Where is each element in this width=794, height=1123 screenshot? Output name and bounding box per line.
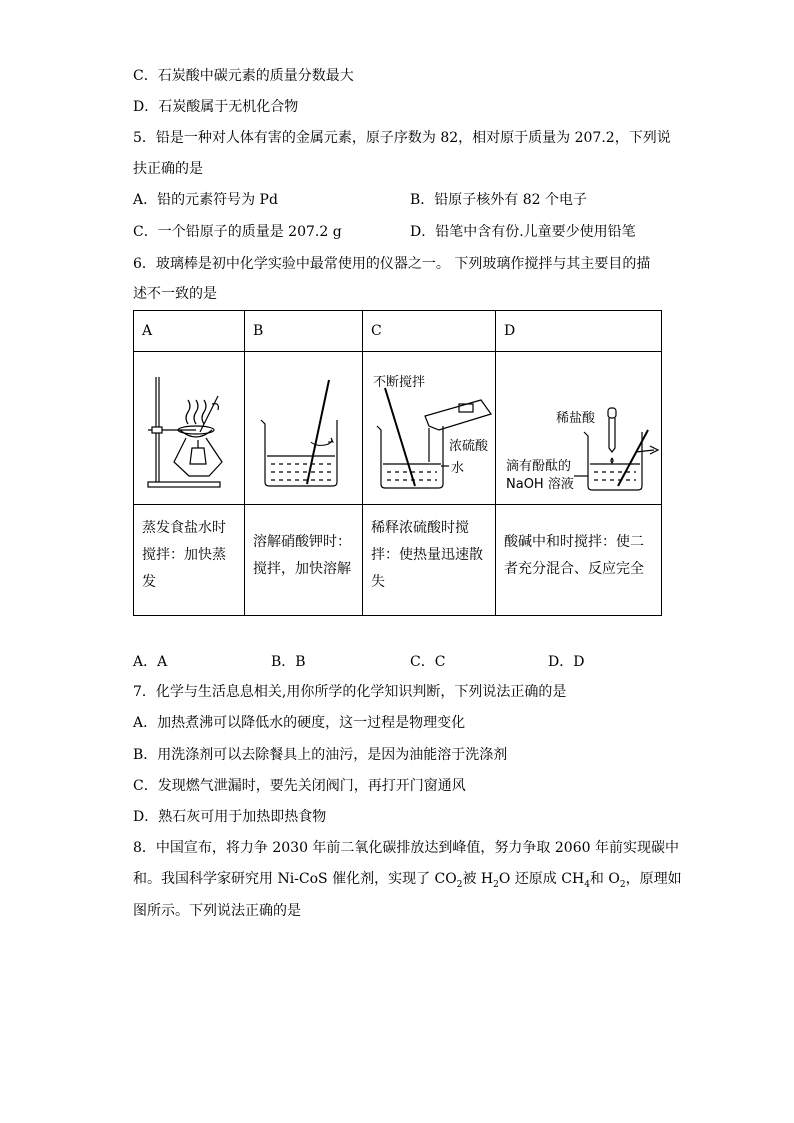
q4-option-d: D．石炭酸属于无机化合物 [133, 99, 299, 115]
q5-option-c: C．一个铅原子的质量是 207.2 g [133, 224, 342, 240]
q6-stem-line1: 6．玻璃棒是初中化学实验中最常使用的仪器之一。 下列玻璃作搅拌与其主要目的描 [133, 256, 651, 272]
q4-option-c: C．石炭酸中碳元素的质量分数最大 [133, 68, 354, 84]
diagram-cell-a [134, 352, 245, 505]
desc-cell-b: 溶解硝酸钾时： 搅拌，加快溶解 [245, 505, 363, 616]
label-water: 水 [451, 461, 465, 476]
q6-option-d: D．D [548, 654, 585, 670]
q6-stem-line2: 述不一致的是 [133, 286, 217, 302]
desc-cell-d: 酸碱中和时搅拌：使二 者充分混合、反应完全 [496, 505, 662, 616]
q7-option-a: A．加热煮沸可以降低水的硬度，这一过程是物理变化 [133, 715, 466, 731]
q8-line3: 图所示。下列说法正确的是 [133, 903, 301, 919]
q5-option-a: A．铅的元素符号为 Pd [133, 192, 278, 208]
q5-stem-line2: 扶正确的是 [133, 161, 203, 177]
q7-stem: 7．化学与生活息息相关,用你所学的化学知识判断，下列说法正确的是 [133, 684, 567, 700]
diagram-cell-b [245, 352, 363, 505]
header-cell-d: D [496, 311, 662, 352]
q6-table [133, 310, 662, 616]
q8-line1: 8．中国宣布，将力争 2030 年前二氧化碳排放达到峰值，努力争取 2060 年前实现碳中 [133, 840, 679, 856]
q5-stem-line1: 5．铅是一种对人体有害的金属元素，原子序数为 82，相对原于质量为 207.2，下列说 [133, 130, 671, 146]
q8-line2: 和。我国科学家研究用 Ni-CoS 催化剂，实现了 $CO_2$被 $H_2O$ 还原成 $CH_4$和 $O_2$，原理如 [133, 871, 682, 890]
desc-cell-c: 稀释浓硫酸时搅 拌：使热量迅速散 失 [363, 505, 496, 616]
q6-option-a: A．A [133, 654, 168, 670]
q7-option-c: C．发现燃气泄漏时，要先关闭阀门，再打开门窗通风 [133, 778, 466, 794]
header-cell-b: B [245, 311, 363, 352]
dissolving-beaker-diagram [245, 352, 363, 500]
desc-cell-a: 蒸发食盐水时 搅拌：加快蒸 发 [134, 505, 245, 616]
diluting-acid-diagram [363, 352, 496, 500]
q6-option-b: B．B [271, 654, 306, 670]
q7-option-b: B．用洗涤剂可以去除餐具上的油污，是因为油能溶于洗涤剂 [133, 747, 508, 763]
label-stir: 不断搅拌 [373, 375, 426, 390]
q7-option-d: D．熟石灰可用于加热即热食物 [133, 809, 327, 825]
q5-option-d: D．铅笔中含有份.儿童要少使用铅笔 [410, 224, 636, 240]
q5-option-b: B．铅原子核外有 82 个电子 [410, 192, 588, 208]
neutralization-diagram [496, 352, 662, 500]
evaporation-apparatus-diagram [134, 352, 245, 500]
header-cell-a: A [134, 311, 245, 352]
header-cell-c: C [363, 311, 496, 352]
diagram-cell-d [496, 352, 662, 505]
label-dilute-hcl: 稀盐酸 [556, 411, 596, 426]
label-conc-acid: 浓硫酸 [449, 439, 489, 454]
label-naoh-solution: NaOH 溶液 [506, 477, 574, 492]
q6-option-c: C．C [410, 654, 446, 670]
diagram-cell-c [363, 352, 496, 505]
label-phenolphthalein: 滴有酚酞的 [506, 459, 572, 474]
